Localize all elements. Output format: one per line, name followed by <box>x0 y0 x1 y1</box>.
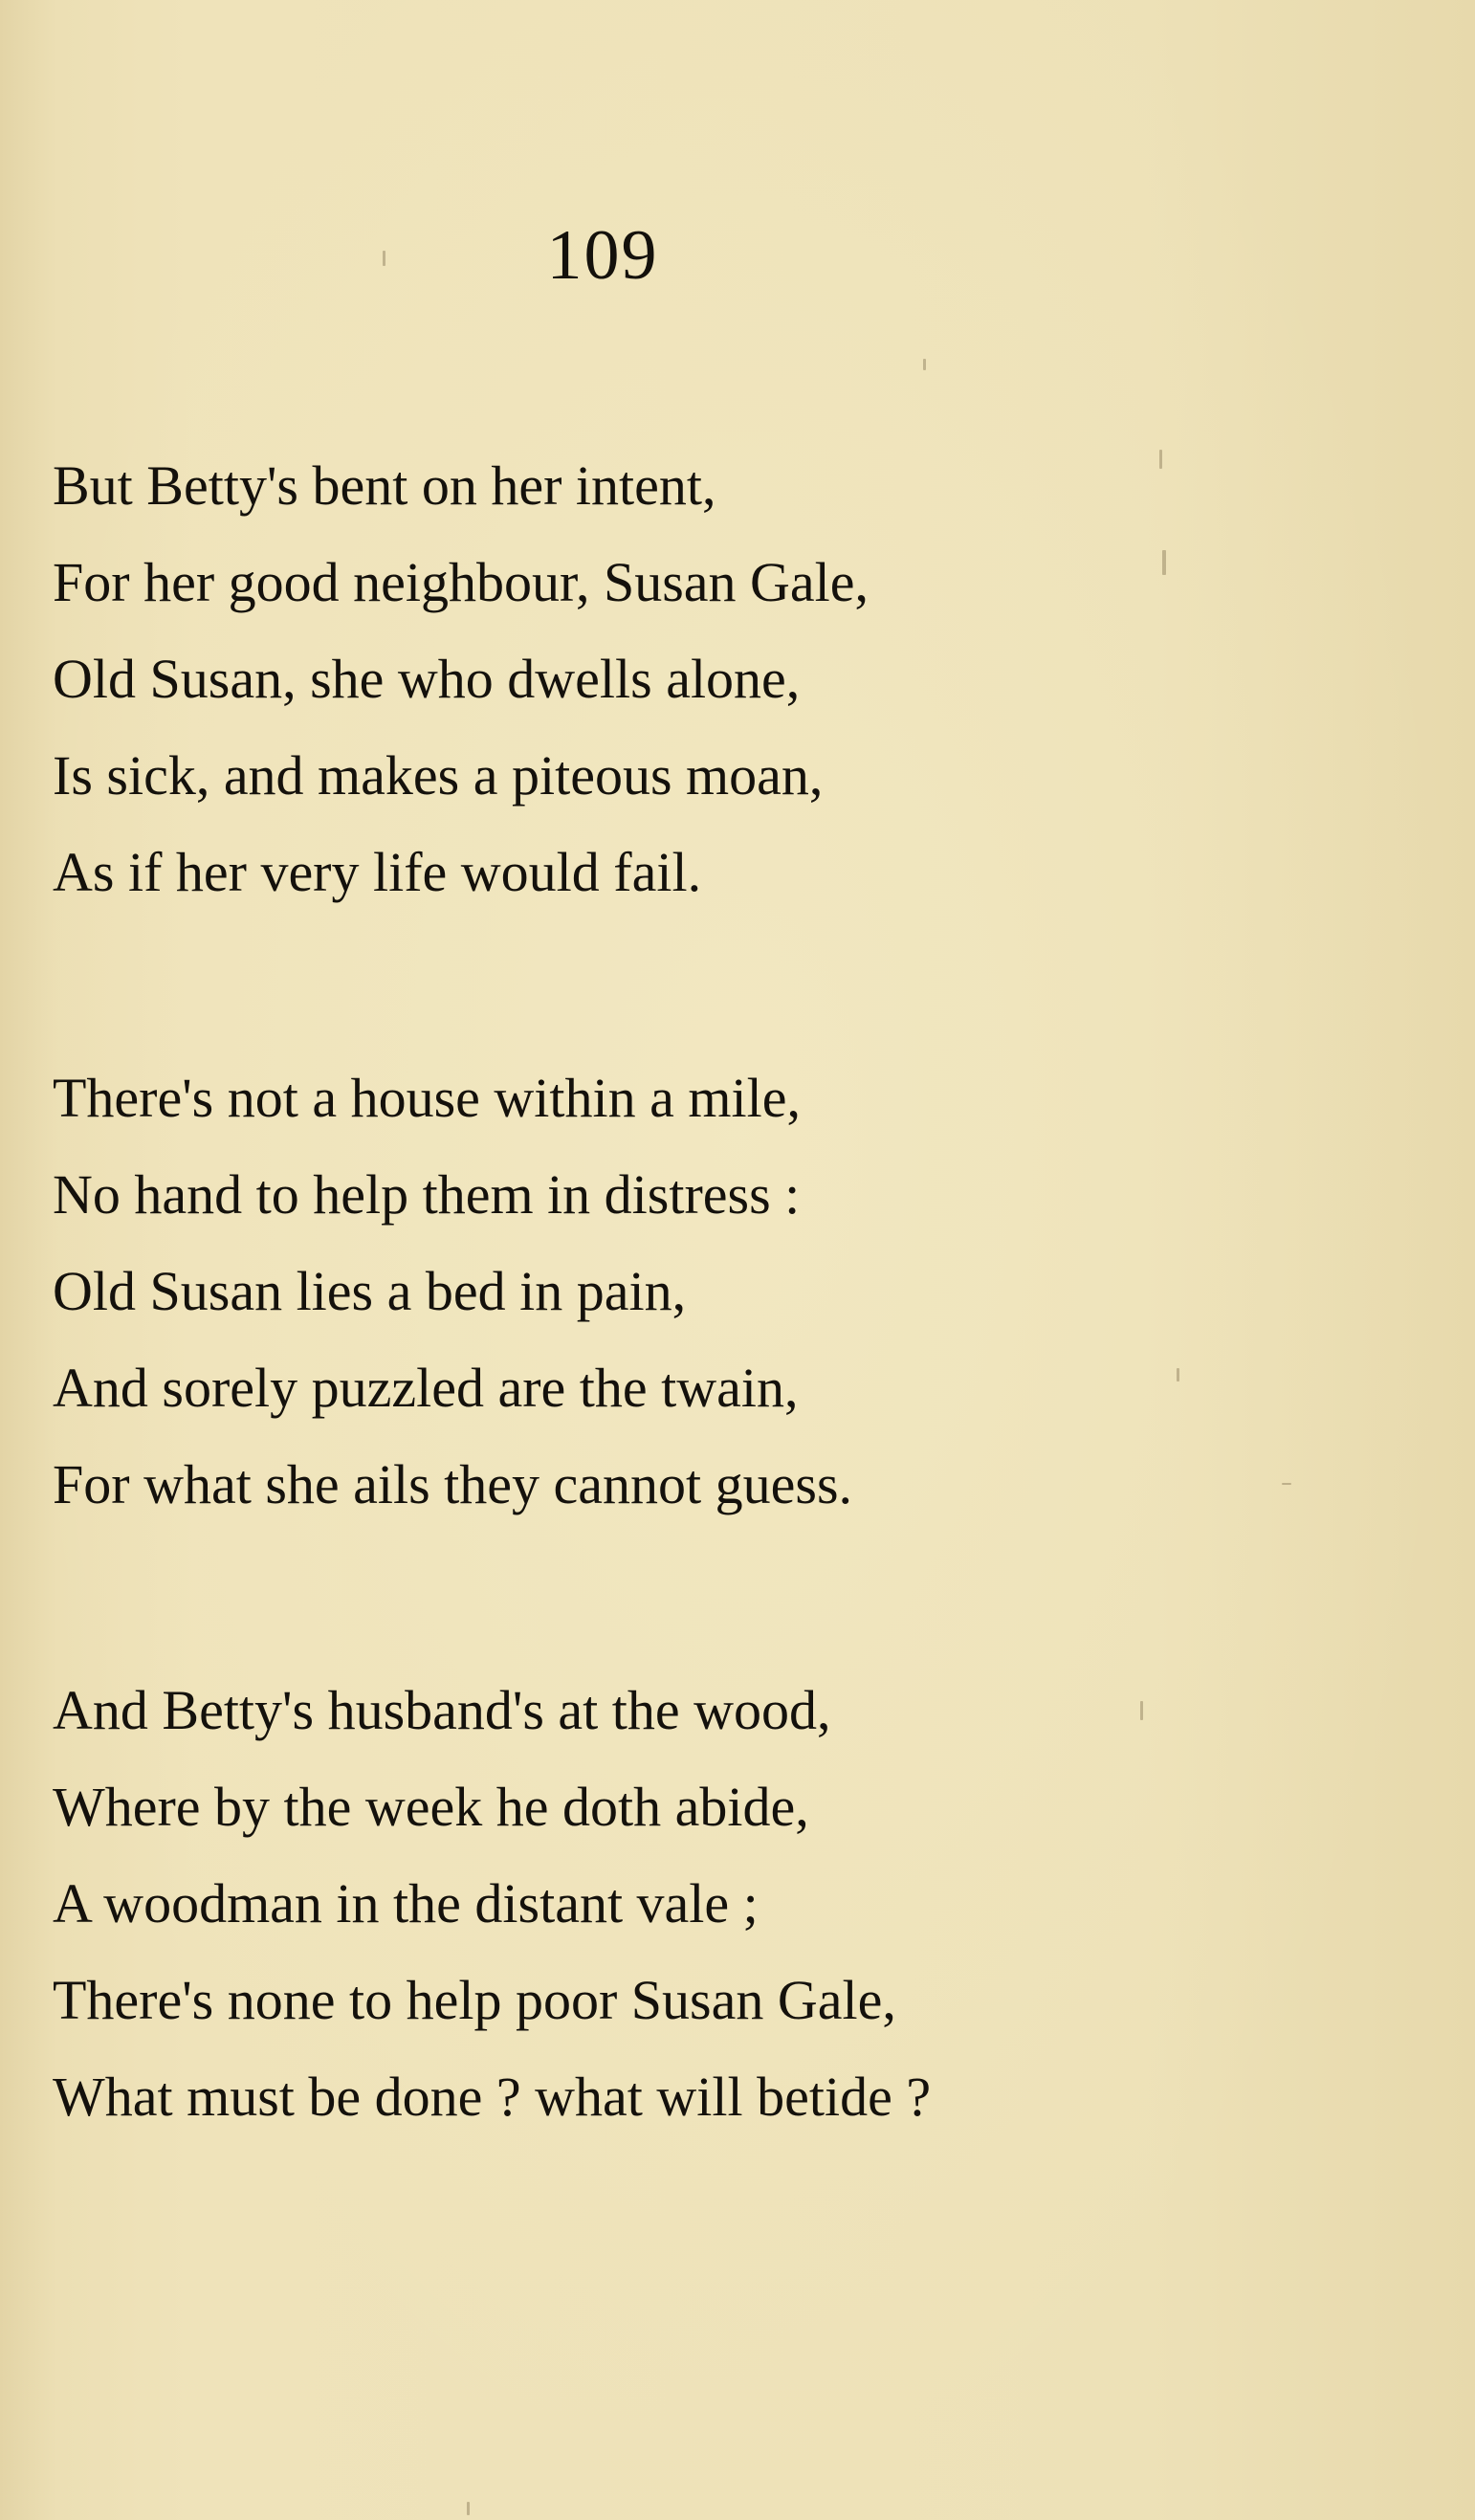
paper-speck <box>383 251 385 266</box>
verse-line: Where by the week he doth abide, <box>53 1776 809 1838</box>
paper-speck <box>1159 450 1162 469</box>
verse-line: As if her very life would fail. <box>53 841 702 903</box>
paper-speck <box>1140 1701 1143 1720</box>
paper-speck <box>923 359 926 370</box>
verse-line: Old Susan lies a bed in pain, <box>53 1260 687 1322</box>
paper-speck <box>467 2502 470 2515</box>
verse-line: And Betty's husband's at the wood, <box>53 1679 831 1741</box>
paper-speck <box>1162 550 1166 575</box>
verse-line: But Betty's bent on her intent, <box>53 454 716 517</box>
paper-speck <box>1282 1483 1291 1485</box>
page-number: 109 <box>546 216 659 295</box>
verse-line: For what she ails they cannot guess. <box>53 1453 853 1515</box>
verse-line: No hand to help them in distress : <box>53 1163 801 1226</box>
verse-line: There's not a house within a mile, <box>53 1067 801 1129</box>
stanza-3 <box>53 1662 1200 2145</box>
verse-line: What must be done ? what will betide ? <box>53 2066 932 2128</box>
paper-speck <box>1177 1368 1179 1382</box>
verse-line: And sorely puzzled are the twain, <box>53 1357 799 1419</box>
stanza-2 <box>53 1050 1200 1533</box>
verse-line: There's none to help poor Susan Gale, <box>53 1969 896 2031</box>
verse-line: Old Susan, she who dwells alone, <box>53 648 801 710</box>
verse-line: For her good neighbour, Susan Gale, <box>53 551 870 613</box>
verse-line: Is sick, and makes a piteous moan, <box>53 744 824 807</box>
stanza-1 <box>53 437 1200 920</box>
verse-line: A woodman in the distant vale ; <box>53 1872 759 1934</box>
